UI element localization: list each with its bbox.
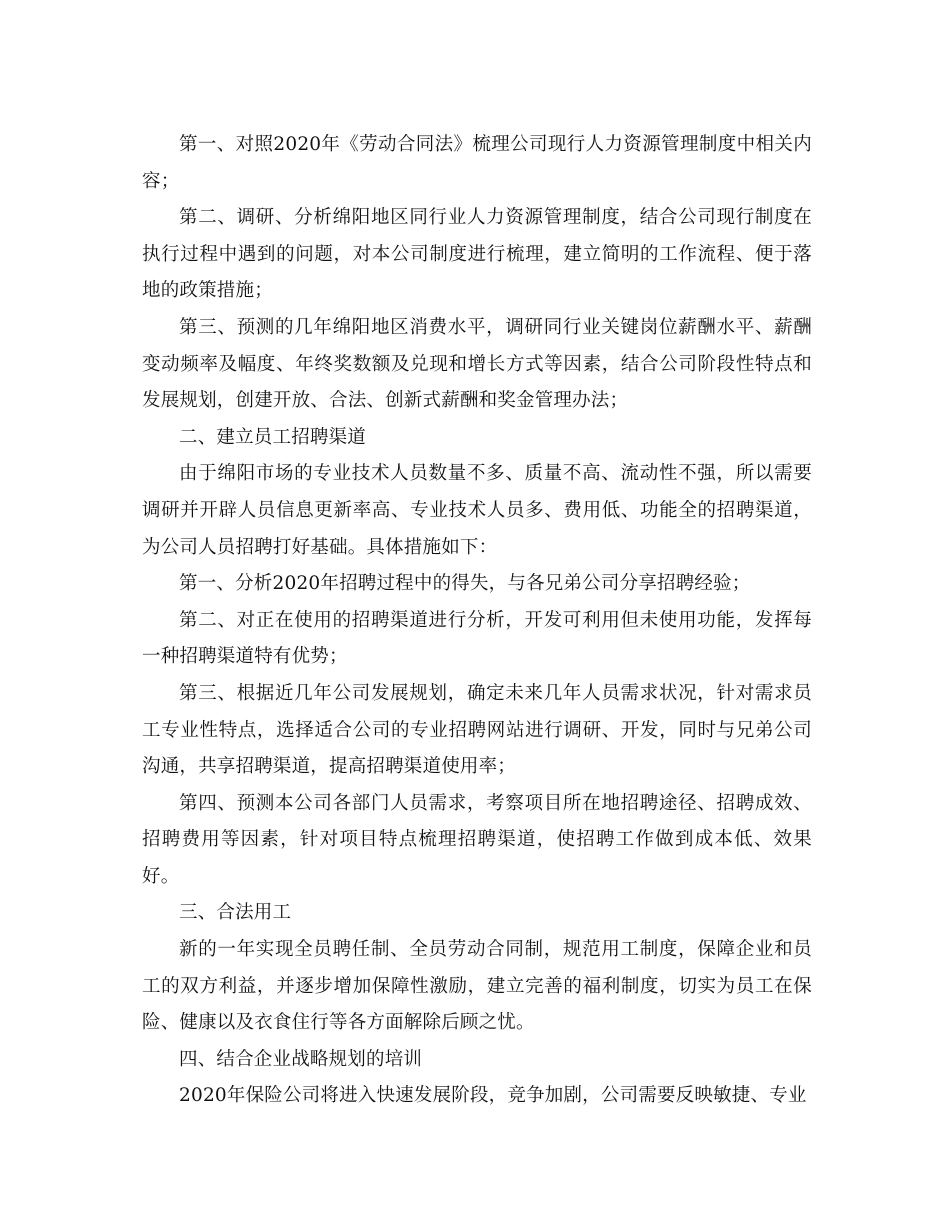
paragraph-recruitment-step-4: 第四、预测本公司各部门人员需求，考察项目所在地招聘途径、招聘成效、招聘费用等因素，针对项目特点梳理招聘渠道，使招聘工作做到成本低、效果好。 bbox=[142, 792, 812, 887]
document-body bbox=[142, 127, 812, 1115]
paragraph-recruitment-step-1: 第一、分析2020年招聘过程中的得失，与各兄弟公司分享招聘经验； bbox=[179, 573, 751, 595]
section-heading-strategic-training: 四、结合企业战略规划的培训 bbox=[179, 1048, 423, 1070]
paragraph-review-labor-contract-law: 第一、对照2020年《劳动合同法》梳理公司现行人力资源管理制度中相关内容； bbox=[142, 134, 812, 192]
paragraph-recruitment-step-2: 第二、对正在使用的招聘渠道进行分析，开发可利用但未使用功能，发挥每一种招聘渠道特有优势； bbox=[142, 609, 812, 668]
paragraph-recruitment-intro: 由于绵阳市场的专业技术人员数量不多、质量不高、流动性不强，所以需要调研并开辟人员信息更新率高、专业技术人员多、费用低、功能全的招聘渠道，为公司人员招聘打好基础。具体措施如下： bbox=[142, 463, 812, 558]
paragraph-recruitment-step-3: 第三、根据近几年公司发展规划，确定未来几年人员需求状况，针对需求员工专业性特点，选择适合公司的专业招聘网站进行调研、开发，同时与兄弟公司沟通，共享招聘渠道，提高招聘渠道使用率； bbox=[142, 682, 812, 778]
paragraph-research-regional-hr-systems: 第二、调研、分析绵阳地区同行业人力资源管理制度，结合公司现行制度在执行过程中遇到的问题，对本公司制度进行梳理，建立简明的工作流程、便于落地的政策措施； bbox=[142, 207, 812, 302]
paragraph-legal-employment: 新的一年实现全员聘任制、全员劳动合同制，规范用工制度，保障企业和员工的双方利益，并逐步增加保障性激励，建立完善的福利制度，切实为员工在保险、健康以及衣食住行等各方面解除后顾之忧。 bbox=[142, 939, 812, 1034]
section-heading-legal-employment: 三、合法用工 bbox=[179, 902, 292, 924]
section-heading-recruitment-channels: 二、建立员工招聘渠道 bbox=[179, 426, 367, 448]
paragraph-compensation-forecast: 第三、预测的几年绵阳地区消费水平，调研同行业关键岗位薪酬水平、薪酬变动频率及幅度、年终奖数额及兑现和增长方式等因素，结合公司阶段性特点和发展规划，创建开放、合法、创新式薪酬和奖金管理办法； bbox=[142, 316, 812, 412]
paragraph-strategic-training: 2020年保险公司将进入快速发展阶段，竞争加剧，公司需要反映敏捷、专业 bbox=[179, 1085, 807, 1107]
